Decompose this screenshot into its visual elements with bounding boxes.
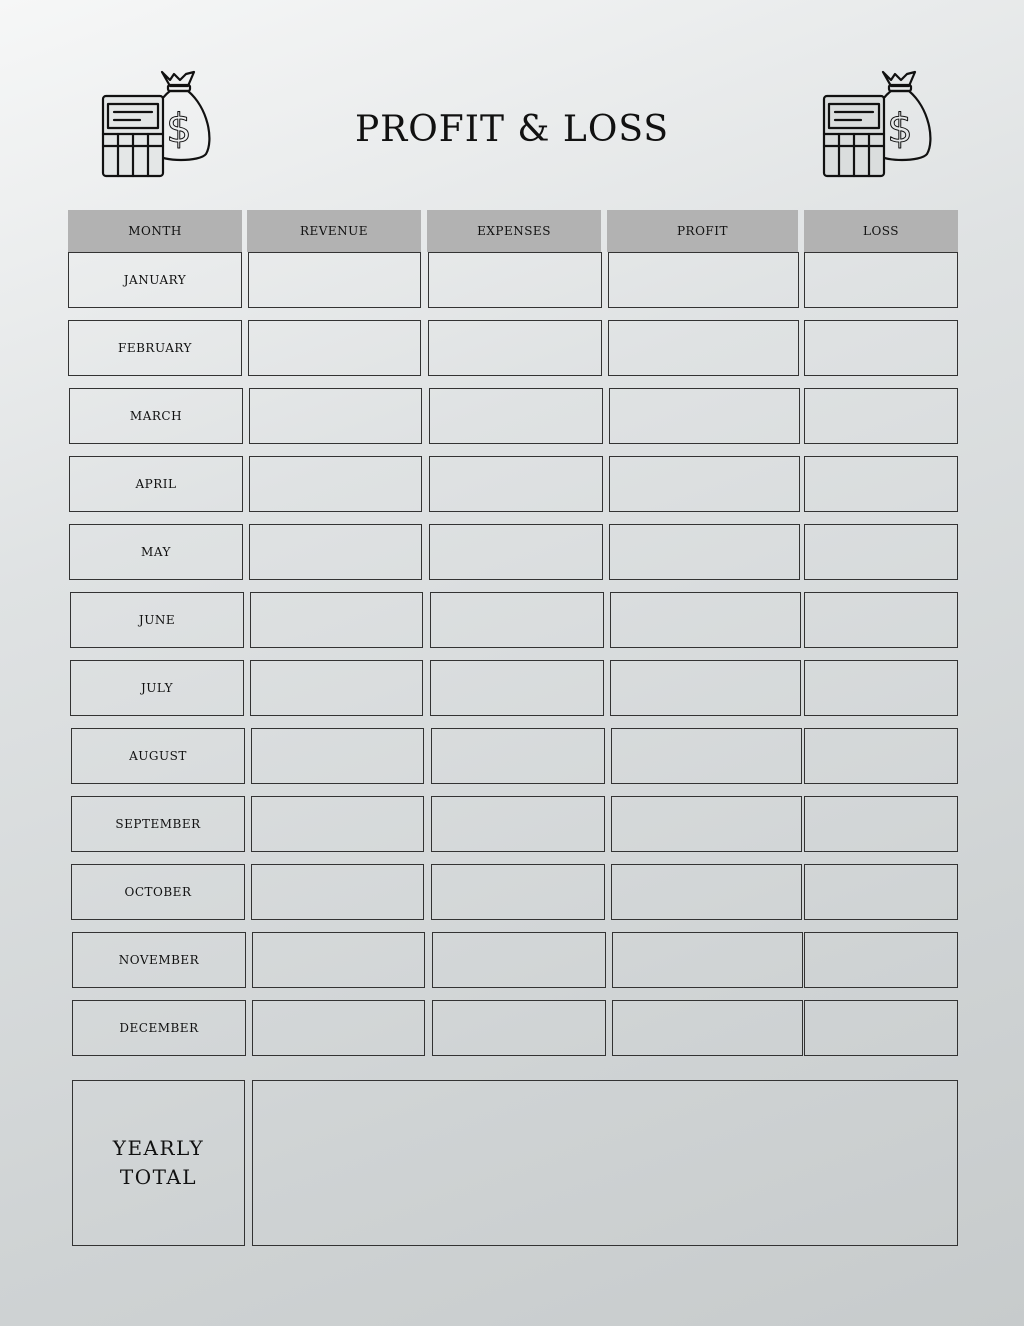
svg-text:$: $ [887,106,913,152]
column-header-profit: PROFIT [607,210,798,252]
loss-field-september[interactable] [804,796,958,852]
expenses-field-december[interactable] [432,1000,606,1056]
profit-field-august[interactable] [611,728,802,784]
profit-field-july[interactable] [610,660,801,716]
expenses-field-november[interactable] [432,932,606,988]
profit-field-march[interactable] [609,388,800,444]
yearly-total-field[interactable] [252,1080,958,1246]
profit-field-may[interactable] [609,524,800,580]
month-label-june: JUNE [70,592,244,648]
loss-field-october[interactable] [804,864,958,920]
expenses-field-october[interactable] [431,864,605,920]
yearly-total-line1: YEARLY [112,1136,205,1160]
revenue-field-march[interactable] [249,388,422,444]
column-header-month: MONTH [68,210,242,252]
loss-field-august[interactable] [804,728,958,784]
expenses-field-september[interactable] [431,796,605,852]
revenue-field-may[interactable] [249,524,422,580]
column-header-loss: LOSS [804,210,958,252]
calculator-money-bag-icon [100,66,212,178]
yearly-total-label [72,1080,245,1246]
expenses-field-february[interactable] [428,320,602,376]
expenses-field-march[interactable] [429,388,603,444]
month-label-november: NOVEMBER [72,932,246,988]
revenue-field-june[interactable] [250,592,423,648]
loss-field-january[interactable] [804,252,958,308]
loss-field-december[interactable] [804,1000,958,1056]
loss-field-november[interactable] [804,932,958,988]
revenue-field-january[interactable] [248,252,421,308]
revenue-field-october[interactable] [251,864,424,920]
expenses-field-june[interactable] [430,592,604,648]
profit-field-june[interactable] [610,592,801,648]
revenue-field-august[interactable] [251,728,424,784]
revenue-field-april[interactable] [249,456,422,512]
svg-text:$: $ [166,106,192,152]
profit-field-november[interactable] [612,932,803,988]
month-label-january: JANUARY [68,252,242,308]
column-header-revenue: REVENUE [247,210,421,252]
revenue-field-september[interactable] [251,796,424,852]
profit-field-april[interactable] [609,456,800,512]
expenses-field-july[interactable] [430,660,604,716]
month-label-october: OCTOBER [71,864,245,920]
column-header-expenses: EXPENSES [427,210,601,252]
month-label-august: AUGUST [71,728,245,784]
loss-field-february[interactable] [804,320,958,376]
month-label-april: APRIL [69,456,243,512]
month-label-may: MAY [69,524,243,580]
expenses-field-may[interactable] [429,524,603,580]
profit-field-october[interactable] [611,864,802,920]
revenue-field-february[interactable] [248,320,421,376]
icon-right [821,66,933,178]
yearly-total-line2: TOTAL [119,1165,198,1189]
revenue-field-november[interactable] [252,932,425,988]
loss-field-april[interactable] [804,456,958,512]
loss-field-july[interactable] [804,660,958,716]
calculator-money-bag-icon [821,66,933,178]
month-label-march: MARCH [69,388,243,444]
profit-field-january[interactable] [608,252,799,308]
profit-field-september[interactable] [611,796,802,852]
icon-left [100,66,212,178]
profit-field-december[interactable] [612,1000,803,1056]
loss-field-june[interactable] [804,592,958,648]
page-title: PROFIT & LOSS [354,109,670,150]
month-label-september: SEPTEMBER [71,796,245,852]
expenses-field-january[interactable] [428,252,602,308]
expenses-field-april[interactable] [429,456,603,512]
month-label-february: FEBRUARY [68,320,242,376]
month-label-december: DECEMBER [72,1000,246,1056]
profit-field-february[interactable] [608,320,799,376]
loss-field-may[interactable] [804,524,958,580]
expenses-field-august[interactable] [431,728,605,784]
month-label-july: JULY [70,660,244,716]
revenue-field-july[interactable] [250,660,423,716]
loss-field-march[interactable] [804,388,958,444]
revenue-field-december[interactable] [252,1000,425,1056]
